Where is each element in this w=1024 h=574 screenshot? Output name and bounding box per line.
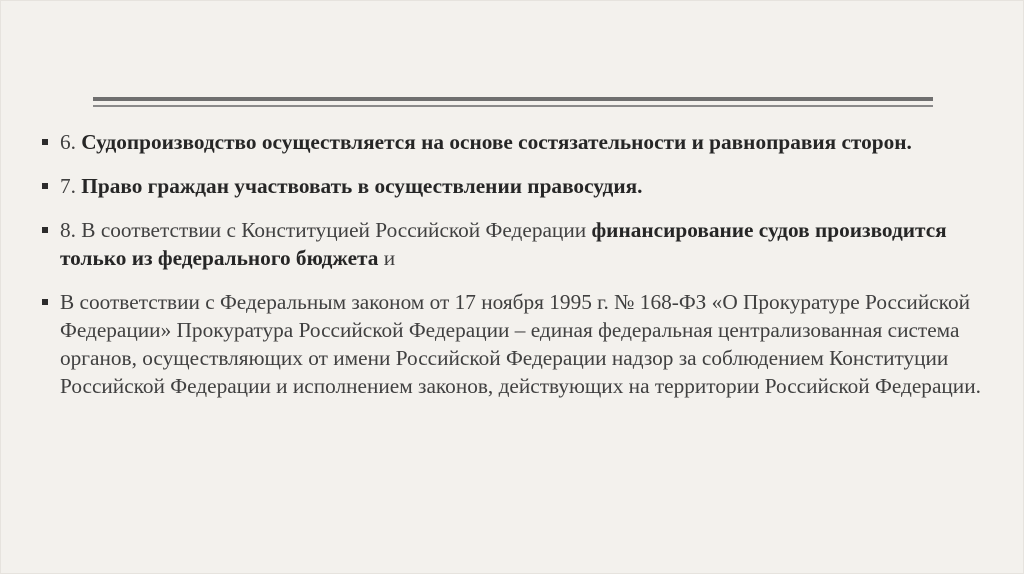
list-item-8 bbox=[42, 216, 1002, 272]
item-suffix: и bbox=[378, 246, 396, 270]
list-item-prosecutor bbox=[42, 288, 1002, 400]
square-bullet-icon bbox=[42, 139, 48, 145]
item-bold-text: Судопроизводство осуществляется на основе состязательности и равноправия сторон. bbox=[81, 130, 912, 154]
item-bold-text: Право граждан участвовать в осуществлении правосудия. bbox=[81, 174, 643, 198]
item-bold-text: финансирование судов производится только из федерального бюджета bbox=[60, 218, 947, 270]
item-prefix: 8. В соответствии с Конституцией Российской Федерации bbox=[60, 218, 592, 242]
square-bullet-icon bbox=[42, 183, 48, 189]
item-prefix: 7. bbox=[60, 174, 82, 198]
list-item-7 bbox=[42, 172, 1002, 200]
square-bullet-icon bbox=[42, 227, 48, 233]
bullet-list bbox=[42, 128, 1002, 416]
square-bullet-icon bbox=[42, 299, 48, 305]
item-prefix: 6. bbox=[60, 130, 82, 154]
header-rule-thick bbox=[93, 97, 933, 101]
item-prefix: В соответствии с Федеральным законом от 17 ноября 1995 г. № 168-ФЗ «О Прокуратуре Российской Федерации» Прокуратура Российской Федерации – единая федеральная централизованная система органов, осуществляющих от имени Российской Федерации надзор за соблюдением Конституции Российской Федерации и исполнением законов, действующих на территории Российской Федерации. bbox=[60, 290, 981, 398]
header-rule-thin bbox=[93, 105, 933, 107]
list-item-6 bbox=[42, 128, 1002, 156]
